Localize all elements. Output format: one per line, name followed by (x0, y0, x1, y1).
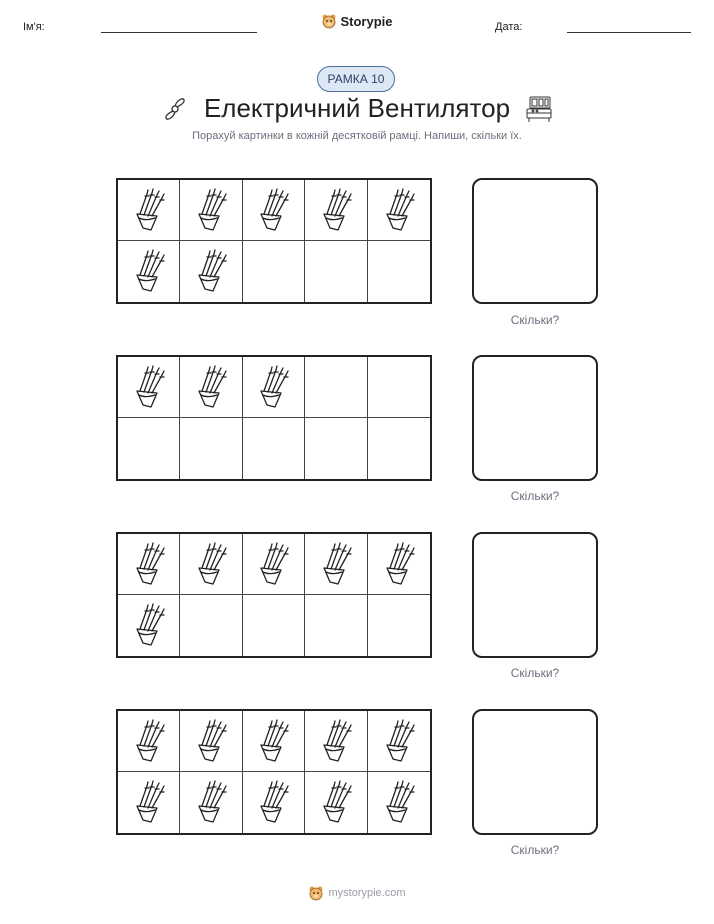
frame-cell (368, 180, 430, 241)
frame-cell (180, 534, 242, 595)
frame-type-badge: РАМКА 10 (317, 66, 395, 92)
frame-cell (305, 357, 367, 418)
electrical-wire-bundle-icon (189, 361, 233, 414)
ten-frame-3 (116, 532, 432, 658)
electrical-wire-bundle-icon (251, 361, 295, 414)
fan-icon (160, 94, 190, 124)
frame-cell (180, 418, 242, 479)
electric-panel-icon (524, 94, 554, 124)
frame-cell (368, 772, 430, 833)
electrical-wire-bundle-icon (377, 715, 421, 768)
frame-cell (368, 534, 430, 595)
frame-cell (305, 534, 367, 595)
title-row (0, 93, 714, 124)
frame-cell (243, 357, 305, 418)
answer-box-1[interactable] (472, 178, 598, 304)
electrical-wire-bundle-icon (251, 538, 295, 591)
frame-cell (243, 772, 305, 833)
electrical-wire-bundle-icon (377, 776, 421, 829)
answer-label-2: Скільки? (510, 489, 560, 503)
electrical-wire-bundle-icon (314, 776, 358, 829)
answer-box-4[interactable] (472, 709, 598, 835)
electrical-wire-bundle-icon (127, 715, 171, 768)
frame-cell (243, 595, 305, 656)
frame-cell (368, 418, 430, 479)
frame-cell (305, 595, 367, 656)
electrical-wire-bundle-icon (127, 184, 171, 237)
frame-cell (118, 241, 180, 302)
electrical-wire-bundle-icon (314, 538, 358, 591)
ten-frame-1 (116, 178, 432, 304)
electrical-wire-bundle-icon (314, 715, 358, 768)
electrical-wire-bundle-icon (251, 715, 295, 768)
electrical-wire-bundle-icon (189, 538, 233, 591)
storypie-mascot-icon (308, 885, 324, 901)
frame-cell (118, 595, 180, 656)
answer-box-3[interactable] (472, 532, 598, 658)
electrical-wire-bundle-icon (127, 361, 171, 414)
date-line[interactable] (567, 32, 691, 33)
frame-cell (118, 534, 180, 595)
frame-cell (180, 357, 242, 418)
name-label: Ім'я: (23, 21, 45, 33)
electrical-wire-bundle-icon (189, 184, 233, 237)
frame-cell (118, 418, 180, 479)
frame-cell (368, 241, 430, 302)
footer-url: mystorypie.com (328, 887, 406, 899)
frame-cell (243, 418, 305, 479)
frame-cell (243, 534, 305, 595)
brand-name: Storypie (340, 13, 393, 29)
electrical-wire-bundle-icon (127, 245, 171, 298)
electrical-wire-bundle-icon (189, 776, 233, 829)
electrical-wire-bundle-icon (127, 538, 171, 591)
electrical-wire-bundle-icon (189, 245, 233, 298)
electrical-wire-bundle-icon (314, 184, 358, 237)
frame-cell (243, 711, 305, 772)
answer-label-4: Скільки? (510, 843, 560, 857)
storypie-mascot-icon (321, 13, 337, 29)
ten-frame-4 (116, 709, 432, 835)
electrical-wire-bundle-icon (251, 776, 295, 829)
electrical-wire-bundle-icon (251, 184, 295, 237)
frame-cell (305, 180, 367, 241)
frame-cell (305, 772, 367, 833)
frame-cell (180, 772, 242, 833)
electrical-wire-bundle-icon (377, 538, 421, 591)
frame-cell (368, 711, 430, 772)
frame-cell (118, 357, 180, 418)
instructions: Порахуй картинки в кожній десятковій рамці. Напиши, скільки їх. (192, 130, 522, 142)
frame-cell (118, 711, 180, 772)
ten-frame-2 (116, 355, 432, 481)
name-line[interactable] (101, 32, 257, 33)
answer-label-3: Скільки? (510, 666, 560, 680)
frame-cell (180, 180, 242, 241)
frame-cell (368, 357, 430, 418)
page-title: Електричний Вентилятор (203, 93, 511, 123)
electrical-wire-bundle-icon (127, 776, 171, 829)
electrical-wire-bundle-icon (377, 184, 421, 237)
brand-logo (0, 13, 714, 29)
frame-cell (118, 180, 180, 241)
frame-cell (368, 595, 430, 656)
footer (0, 885, 714, 901)
frame-cell (243, 180, 305, 241)
frame-cell (180, 595, 242, 656)
date-label: Дата: (495, 21, 523, 33)
frame-cell (180, 241, 242, 302)
frame-cell (305, 418, 367, 479)
frame-cell (305, 241, 367, 302)
frame-cell (305, 711, 367, 772)
electrical-wire-bundle-icon (127, 599, 171, 652)
electrical-wire-bundle-icon (189, 715, 233, 768)
frame-cell (243, 241, 305, 302)
frame-cell (180, 711, 242, 772)
answer-box-2[interactable] (472, 355, 598, 481)
answer-label-1: Скільки? (510, 313, 560, 327)
frame-cell (118, 772, 180, 833)
